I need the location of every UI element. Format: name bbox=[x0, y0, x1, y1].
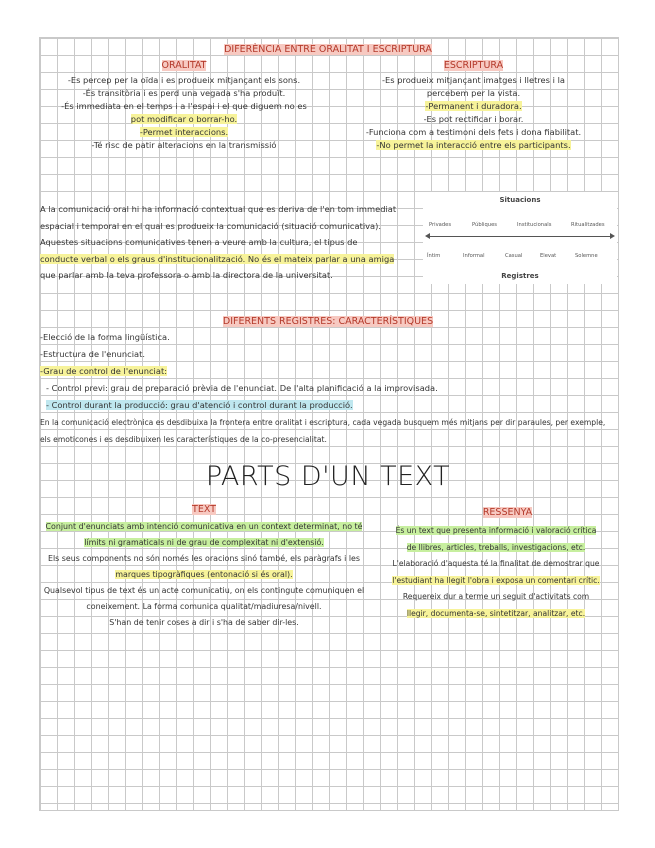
oralitat-item: -És immediata en el temps i a l'espai i el que diguem no es bbox=[61, 101, 307, 111]
ressenya-line: de llibres, articles, treballs, investigacions, etc. bbox=[406, 542, 586, 552]
registre-line: -Grau de control de l'enunciat: bbox=[40, 366, 167, 376]
registres-list bbox=[40, 329, 615, 448]
situacions-registres-diagram bbox=[423, 192, 617, 284]
escriptura-item: -Funciona com a testimoni dels fets i dona fiabilitat. bbox=[365, 127, 582, 137]
escriptura-item: -Es produeix mitjançant imatges i lletres i la bbox=[382, 75, 565, 85]
registres-label: Registres bbox=[501, 272, 539, 280]
parts-title: PARTS D'UN TEXT bbox=[205, 461, 451, 492]
registre-line: -Elecció de la forma lingüística. bbox=[40, 332, 170, 342]
ressenya-line: Requereix dur a terme un seguit d'activitats com bbox=[402, 592, 590, 601]
registre-item: Elevat bbox=[540, 253, 557, 259]
registre-line: - Control durant la producció: grau d'atenció i control durant la producció. bbox=[46, 400, 353, 410]
escriptura-heading: ESCRIPTURA bbox=[443, 60, 504, 71]
ressenya-line: L'elaboració d'aquesta té la finalitat de demostrar que bbox=[392, 559, 600, 568]
situacio-item: Públiques bbox=[472, 222, 497, 228]
oralitat-item: -Té risc de patir alteracions en la transmissió bbox=[91, 140, 277, 150]
oralitat-list bbox=[39, 74, 329, 152]
text-line: Qualsevol tipus de text és un acte comunicatiu, on els contingute comuniquen el bbox=[43, 586, 365, 595]
oralitat-item: -Es percep per la oïda i es produeix mitjançant els sons. bbox=[67, 75, 301, 85]
escriptura-item: -Permanent i duradora. bbox=[425, 101, 522, 111]
paragraph-line: espacial i temporal en el qual es produeix la comunicació (situació comunicativa). bbox=[40, 220, 382, 231]
text-line: S'han de tenir coses a dir i s'ha de saber dir-les. bbox=[109, 618, 299, 627]
situacio-item: Ritualitzades bbox=[571, 222, 605, 228]
oralitat-item: -Permet interaccions. bbox=[139, 127, 229, 137]
ressenya-heading: RESSENYA bbox=[482, 507, 533, 518]
escriptura-item: -No permet la interacció entre els participants. bbox=[376, 140, 571, 150]
registre-line: -Estructura de l'enunciat. bbox=[40, 349, 146, 359]
text-line: Conjunt d'enunciats amb intenció comunicativa en un context determinat, no té bbox=[45, 522, 363, 531]
paragraph-line: que parlar amb la teva professora o amb la directora de la universitat. bbox=[40, 270, 333, 280]
ressenya-line: És un text que presenta informació i valoració crítica bbox=[395, 526, 597, 535]
registres-heading: DIFERENTS REGISTRES: CARACTERÍSTIQUES bbox=[222, 316, 434, 327]
registre-item: Íntim bbox=[427, 253, 441, 259]
text-definition bbox=[39, 519, 369, 631]
escriptura-item: percebem per la vista. bbox=[426, 88, 521, 98]
registre-line: - Control previ: grau de preparació prèvia de l'enunciat. De l'alta planificació a la improvisada. bbox=[46, 383, 438, 393]
page-title: DIFERÈNCIA ENTRE ORALITAT I ESCRIPTURA bbox=[224, 44, 432, 55]
text-line: marques tipogràfiques (entonació si és oral). bbox=[115, 570, 293, 579]
text-line: Els seus components no són només les oracions sinó també, els paràgrafs i les bbox=[47, 554, 361, 563]
text-line: límits ni gramaticals ni de grau de complexitat ni d'extensió. bbox=[84, 538, 324, 547]
text-line: coneixement. La forma comunica qualitat/madiuresa/nivell. bbox=[86, 602, 322, 611]
oralitat-heading: ORALITAT bbox=[161, 60, 207, 71]
ressenya-line: l'estudiant ha llegit l'obra i exposa un comentari crític. bbox=[392, 575, 600, 585]
paragraph-line: Aquestes situacions comunicatives tenen a veure amb la cultura, el tipus de bbox=[40, 237, 358, 247]
paragraph-line: conducte verbal o els graus d'institucionalització. No és el mateix parlar a una amiga bbox=[40, 253, 395, 264]
ressenya-definition bbox=[375, 523, 617, 622]
oralitat-item: -És transitòria i es perd una vegada s'ha produït. bbox=[82, 88, 286, 98]
situacio-item: Institucionals bbox=[517, 222, 552, 228]
paragraph-line: A la comunicació oral hi ha informació contextual que es deriva de l'en tom immediat bbox=[40, 204, 397, 214]
text-heading: TEXT bbox=[192, 504, 216, 515]
arrow-right-icon bbox=[610, 233, 615, 239]
escriptura-item: -Es pot rectificar i borar. bbox=[423, 114, 524, 124]
situacio-paragraph bbox=[40, 201, 420, 284]
ressenya-line: llegir, documenta-se, sintetitzar, analitzar, etc. bbox=[406, 608, 586, 618]
arrow-left-icon bbox=[425, 233, 430, 239]
situacions-label: Situacions bbox=[499, 196, 541, 204]
registre-line: els emoticones i es desdibuixen les característiques de la co-presencialitat. bbox=[40, 435, 327, 444]
arrow-line bbox=[427, 236, 613, 237]
registre-line: En la comunicació electrònica es desdibuixa la frontera entre oralitat i escriptura, cada vegada busquem més mitjans per dir paraules, per exemple, bbox=[40, 418, 606, 427]
situacio-item: Privades bbox=[429, 222, 452, 228]
registre-item: Casual bbox=[505, 253, 523, 259]
escriptura-list bbox=[330, 74, 617, 152]
oralitat-item: pot modificar o borrar-ho. bbox=[130, 114, 238, 124]
registre-item: Solemne bbox=[575, 253, 598, 259]
registre-item: Informal bbox=[463, 253, 485, 259]
